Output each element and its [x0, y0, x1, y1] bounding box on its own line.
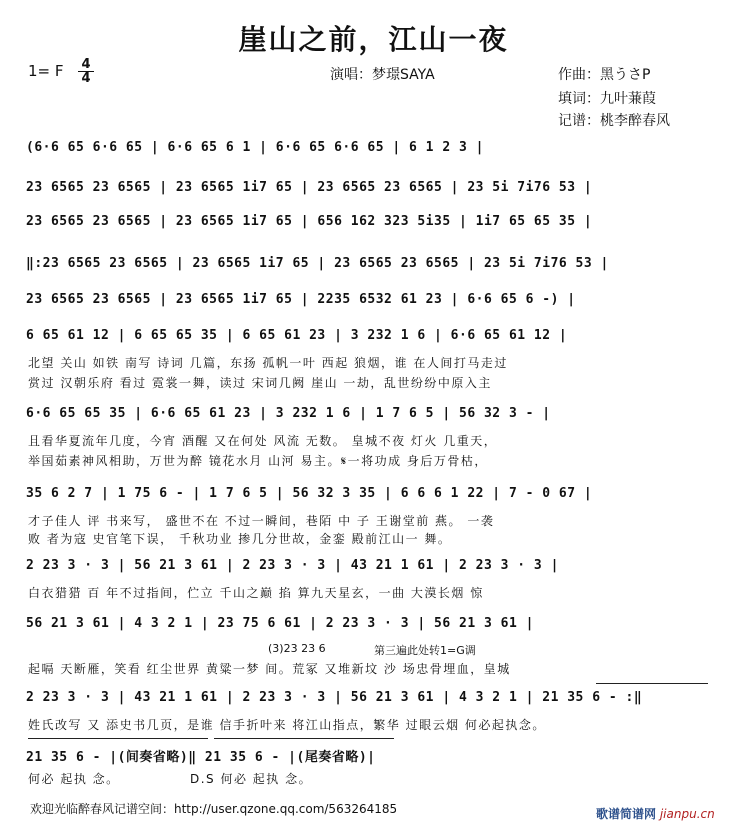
- lyric-line-4: 举国茹素神风相助，万世为醉 镜花水月 山河 易主。𝄋一将功成 身后万骨枯，: [28, 454, 488, 468]
- lyric-line-6: 败 者为寇 史官笔下误， 千秋功业 掺几分世故，金銮 殿前江山一 舞。: [28, 532, 452, 546]
- music-line-9: 2 23 3 · 3 | 56 21 3 61 | 2 23 3 · 3 | 43 21 1 61 | 2 23 3 · 3 |: [26, 558, 559, 573]
- music-line-1: (6·6 65 6·6 65 | 6·6 65 6 1 | 6·6 65 6·6 65 | 6 1 2 3 |: [26, 140, 484, 155]
- music-line-2: 23 6565 23 6565 | 23 6565 1i7 65 | 23 6565 23 6565 | 23 5i 7i76 53 |: [26, 180, 593, 195]
- music-line-8: 35 6 2 7 | 1 75 6 - | 1 7 6 5 | 56 32 3 35 | 6 6 6 1 22 | 7 - 0 67 |: [26, 486, 593, 501]
- key-change-note: 第三遍此处转1=G调: [374, 644, 476, 657]
- ending-bracket-2: [214, 738, 394, 739]
- time-signature-bottom: 4: [81, 71, 91, 86]
- music-line-4: ‖:23 6565 23 6565 | 23 6565 1i7 65 | 23 6565 23 6565 | 23 5i 7i76 53 |: [26, 256, 609, 271]
- scriber-credit: 记谱：桃李醉春风: [558, 113, 670, 129]
- footer-text: 欢迎光临醉春风记谱空间：http://user.qzone.qq.com/563264185: [30, 802, 398, 816]
- time-signature-top: 4: [78, 58, 94, 72]
- music-line-6: 6 65 61 12 | 6 65 65 35 | 6 65 61 23 | 3 232 1 6 | 6·6 65 61 12 |: [26, 328, 568, 343]
- lyric-line-9: 姓氏改写 又 添史书几页，是谁 信手折叶来 将江山指点，繁华 过眼云烟 何必起执念。: [28, 718, 546, 732]
- lyricist-credit: 填词：九叶蒹葭: [558, 91, 656, 107]
- watermark: [596, 805, 715, 822]
- music-line-12: 21 35 6 - |(间奏省略)‖ 21 35 6 - |(尾奏省略)|: [26, 750, 376, 765]
- music-line-10: 56 21 3 61 | 4 3 2 1 | 23 75 6 61 | 2 23 3 · 3 | 56 21 3 61 |: [26, 616, 534, 631]
- lyric-line-2: 赏过 汉朝乐府 看过 霓裳一舞，读过 宋词几阙 崖山 一劫，乱世纷纷中原入主: [28, 376, 492, 390]
- lyric-line-5: 才子佳人 评 书来写， 盛世不在 不过一瞬间，巷陌 中 子 王谢堂前 燕。 一袭: [28, 514, 495, 528]
- composer-credit: 作曲：黑うさP: [558, 67, 651, 83]
- volta-bracket: [596, 683, 708, 684]
- interlude-note: (3)23 23 6: [268, 642, 326, 655]
- song-title: 崖山之前，江山一夜: [238, 23, 509, 56]
- lyric-line-7: 白衣猎猎 百 年不过指间，伫立 千山之巅 掐 算九天星玄，一曲 大漠长烟 惊: [28, 586, 484, 600]
- lyric-line-10: 何必 起执 念。: [28, 772, 120, 786]
- watermark-brand: 歌谱简谱网: [596, 807, 657, 821]
- lyric-line-8: 起嗝 天断雁，笑看 红尘世界 黄粱一梦 间。荒冢 又堆新坟 沙 场忠骨埋血，皇城: [28, 662, 511, 676]
- time-signature: [78, 58, 94, 85]
- lyric-line-11: D.S 何必 起执 念。: [190, 772, 313, 786]
- music-line-11: 2 23 3 · 3 | 43 21 1 61 | 2 23 3 · 3 | 56 21 3 61 | 4 3 2 1 | 21 35 6 - :‖: [26, 690, 643, 705]
- music-line-7: 6·6 65 65 35 | 6·6 65 61 23 | 3 232 1 6 | 1 7 6 5 | 56 32 3 - |: [26, 406, 551, 421]
- lyric-line-1: 北望 关山 如铁 南写 诗词 几篇，东扬 孤帆一叶 西起 狼烟，谁 在人间打马走过: [28, 356, 508, 370]
- watermark-url: jianpu.cn: [659, 807, 715, 821]
- music-line-3: 23 6565 23 6565 | 23 6565 1i7 65 | 656 162 323 5i35 | 1i7 65 65 35 |: [26, 214, 593, 229]
- music-line-5: 23 6565 23 6565 | 23 6565 1i7 65 | 2235 6532 61 23 | 6·6 65 6 -) |: [26, 292, 576, 307]
- key-signature: 1= F: [28, 62, 64, 80]
- lyric-line-3: 且看华夏流年几度，今宵 酒醒 又在何处 风流 无数。 皇城不夜 灯火 几重天，: [28, 434, 498, 448]
- ending-bracket-1: [28, 738, 208, 739]
- singer-credit: 演唱：梦璟SAYA: [330, 67, 435, 83]
